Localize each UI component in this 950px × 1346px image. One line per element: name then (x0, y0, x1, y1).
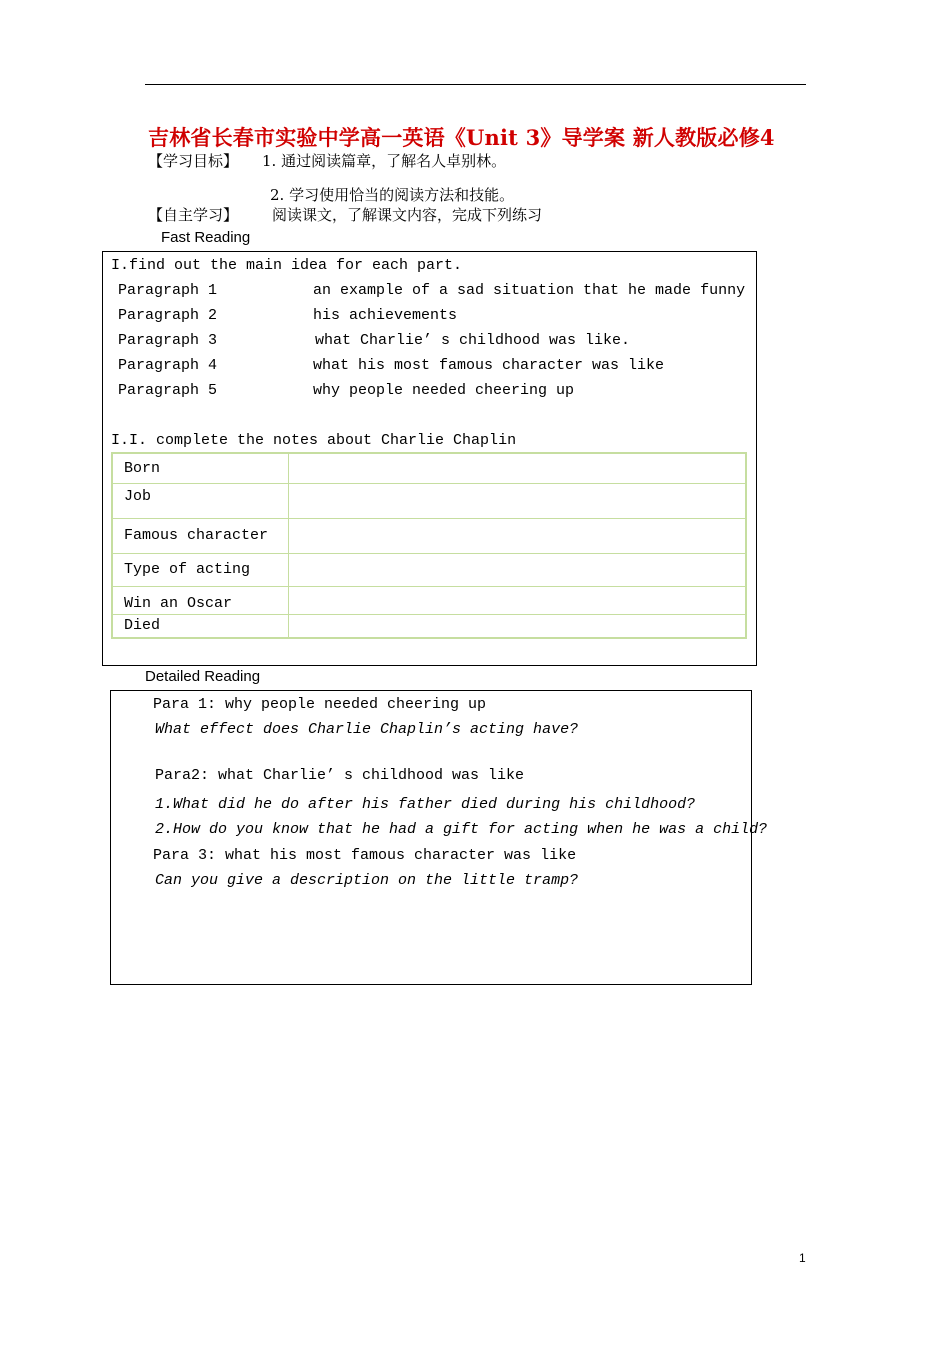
notes-label: Type of acting (112, 553, 289, 586)
task-main-idea: I.find out the main idea for each part. (111, 257, 463, 274)
notes-label: Famous character (112, 518, 289, 553)
notes-row (112, 518, 746, 553)
notes-answer-cell[interactable] (289, 586, 747, 614)
fast-reading-heading: Fast Reading (161, 229, 251, 246)
notes-answer-cell[interactable] (289, 483, 747, 518)
objectives-label: 【学习目标】 (148, 152, 239, 170)
self-study-text: 阅读课文，了解课文内容，完成下列练习 (272, 206, 543, 224)
notes-table (111, 452, 747, 639)
notes-answer-cell[interactable] (289, 518, 747, 553)
notes-row (112, 483, 746, 518)
notes-row (112, 586, 746, 614)
paragraph-idea: why people needed cheering up (313, 382, 575, 399)
task-complete-notes: I.I. complete the notes about Charlie Chaplin (111, 432, 517, 449)
para2-question-1: 1.What did he do after his father died during his childhood? (155, 796, 696, 813)
paragraph-label: Paragraph 4 (118, 357, 218, 374)
notes-row (112, 553, 746, 586)
paragraph-label: Paragraph 1 (118, 282, 218, 299)
para3-title: Para 3: what his most famous character was like (153, 847, 577, 864)
para1-title: Para 1: why people needed cheering up (153, 696, 487, 713)
notes-label: Died (112, 614, 289, 638)
para1-question: What effect does Charlie Chaplin’s acting have? (155, 721, 579, 738)
para2-title: Para2: what Charlie’ s childhood was like (155, 767, 525, 784)
objective-item-2: 2. 学习使用恰当的阅读方法和技能。 (270, 186, 515, 204)
paragraph-idea: what Charlie’ s childhood was like. (315, 332, 631, 349)
page-title: 吉林省长春市实验中学高一英语《Unit 3》导学案 新人教版必修4 (148, 125, 775, 150)
objective-item-1: 1. 通过阅读篇章，了解名人卓别林。 (262, 152, 507, 170)
notes-label: Job (112, 483, 289, 518)
notes-row (112, 614, 746, 638)
detailed-reading-heading: Detailed Reading (145, 668, 261, 685)
notes-answer-cell[interactable] (289, 553, 747, 586)
paragraph-idea: an example of a sad situation that he made funny (313, 282, 746, 299)
para2-question-2: 2.How do you know that he had a gift for acting when he was a child? (155, 821, 768, 838)
paragraph-label: Paragraph 5 (118, 382, 218, 399)
paragraph-label: Paragraph 3 (118, 332, 218, 349)
notes-label: Born (112, 453, 289, 483)
notes-answer-cell[interactable] (289, 614, 747, 638)
notes-answer-cell[interactable] (289, 453, 747, 483)
page-number: 1 (799, 1251, 806, 1265)
notes-row (112, 453, 746, 483)
paragraph-label: Paragraph 2 (118, 307, 218, 324)
para3-question: Can you give a description on the little tramp? (155, 872, 579, 889)
paragraph-idea: what his most famous character was like (313, 357, 665, 374)
top-rule (145, 84, 806, 85)
paragraph-idea: his achievements (313, 307, 458, 324)
self-study-label: 【自主学习】 (148, 206, 239, 224)
notes-label: Win an Oscar (112, 586, 289, 614)
